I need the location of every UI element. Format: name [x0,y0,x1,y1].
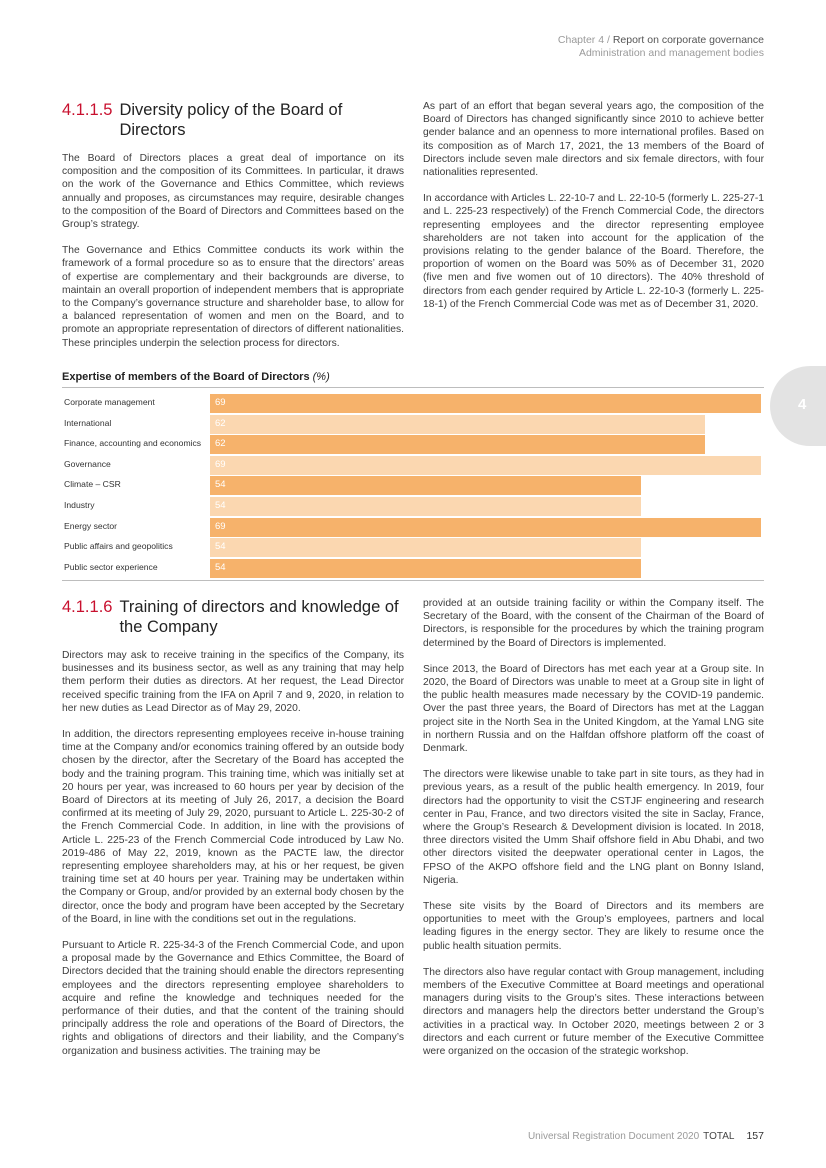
chart-value-label: 62 [215,417,226,429]
chart-category-label: Public affairs and geopolitics [64,541,173,552]
paragraph: provided at an outside training facility or within the Company itself. The Secretary of the Board, with the consent of the Chairman of the Board of Directors, is responsible for the procedures by which the training program determined by the Board of Directors is implemented. [423,598,764,649]
chart-title [62,371,330,383]
chart-bar [210,518,761,537]
chart-bottom-rule [62,580,764,581]
section-heading-training [62,597,404,637]
chart-category-label: Finance, accounting and economics [64,438,202,449]
header-chapter: Chapter 4 [557,34,605,46]
chart-row [62,537,764,557]
paragraph: In addition, the directors representing employees receive in-house training time at the Company and/or economics training offered by an outside body chosen by the director, after the Secretary of the Board has accepted the body and the training program. This training time, which was initially set at 20 hours per year, was increased to 60 hours per year by decision of the Board of Directors at its meeting of July 26, 2017, a decision the Board confirmed at its meeting of July 29, 2020, pursuant to Article L. 225-30-2 of the French Commercial Code. In addition, in line with the provisions of Article L. 225-23 of the French Commercial Code introduced by Law No. 2019-486 of May 22, 2019, known as the PACTE law, the director representing employee shareholders may, at his or her request, be given training time set at 40 hours per year. Training may be undertaken within the Company or Group, and/or provided by an external body chosen by the director, once the body and program have been accepted by the Secretary of the Board, in line with the conditions set out in the regulations. [62,729,404,925]
chart-category-label: Energy sector [64,520,118,531]
paragraph: The Governance and Ethics Committee conducts its work within the framework of a formal procedure so as to ensure that the directors’ areas of expertise are complementary and their backgrounds are diverse, to maintain an overall proportion of independent members that is appropriate to the Company’s governance structure and shareholder base, to allow for a balanced representation of women and men on the Board, and to promote an appropriate representation of directors of different nationalities. These principles underpin the selection process for directors. [62,245,404,349]
header-chapter-line [558,34,764,47]
section-number: 4.1.1.6 [62,598,113,616]
chart-value-label: 54 [215,541,226,553]
chart-top-rule [62,387,764,388]
chart-row [62,475,764,495]
chart-bar [210,394,761,413]
chart-row [62,414,764,434]
chart-row [62,517,764,537]
paragraph: These site visits by the Board of Directors and its members are opportunities to meet with the Group’s employees, partners and local leading figures in the energy sector. They are likely to resume once the public health situation permits. [423,901,764,952]
chart-row [62,558,764,578]
chart-bar [210,559,641,578]
chart-row [62,496,764,516]
paragraph: The Board of Directors places a great deal of importance on its composition and the composition of its Committees. In particular, it draws on the work of the Governance and Ethics Committee, which reviews annually and proposes, as circumstances may require, desirable changes to the composition of the Board of Directors and Committees based on the Group’s strategy. [62,153,404,231]
chart-category-label: Corporate management [64,397,155,407]
chart-value-label: 54 [215,561,226,573]
chart-value-label: 54 [215,500,226,511]
chapter-side-tab [770,366,826,446]
chart-bar [210,538,641,557]
section-diversity-right-column [423,100,764,324]
page-header [558,34,764,60]
paragraph: As part of an effort that began several years ago, the composition of the Board of Directors has changed significantly since 2010 to achieve better gender balance and an openness to more international profiles. Based on its composition as of March 17, 2021, the 13 members of the Board of Directors include seven male directors and six female directors, with four nationalities represented. [423,101,764,179]
chart-value-label: 69 [215,458,226,470]
section-diversity-left-column [62,100,404,363]
chart-unit: (%) [312,371,330,383]
section-title: Training of directors and knowledge of the Company [119,598,399,636]
chart-value-label: 54 [215,479,226,491]
chart-row [62,455,764,475]
chart-bar [210,497,641,516]
chart-bar [210,456,761,475]
chart-title-text: Expertise of members of the Board of Directors [62,371,310,383]
footer-brand: TOTAL [703,1131,735,1142]
section-title: Diversity policy of the Board of Directors [119,101,343,139]
paragraph: Directors may ask to receive training in the specifics of the Company, its businesses and its business sector, as well as any training that may help them perform their duties as directors. At her request, the Lead Director received specific training from the IFA on April 7 and 9, 2020, in relation to her new duties as Lead Director as of May 29, 2020. [62,650,404,714]
chart-category-label: International [64,417,112,428]
page-number: 157 [746,1130,764,1142]
section-number: 4.1.1.5 [62,101,113,119]
header-chapter-title: Report on corporate governance [612,34,764,46]
chart-value-label: 62 [215,438,226,450]
chart-bar [210,476,641,495]
chart-bar [210,435,705,454]
chart-row [62,434,764,454]
chart-category-label: Governance [64,458,111,469]
page-footer [528,1130,764,1142]
chart-value-label: 69 [215,397,226,408]
expertise-bar-chart [62,393,764,579]
chart-category-label: Industry [64,500,95,510]
paragraph: The directors were likewise unable to take part in site tours, as they had in previous years, as a result of the public health emergency. In 2019, four directors had the opportunity to visit the CSTJF engineering and research center in Pau, France, and two directors visited the site in Saclay, France, where the Group’s Research & Development division is located. In 2018, three directors visited the Umm Shaif offshore field in Abu Dhabi, and two other directors visited the deepwater operational center in Lagos, the FPSO of the AKPO offshore field and the LNG plant on Bonny Island, Nigeria. [423,769,764,886]
header-separator: / [604,34,613,46]
chart-row [62,393,764,413]
chart-bar [210,415,705,434]
paragraph: The directors also have regular contact with Group management, including members of the Executive Committee at Board meetings and operational managers during visits to the Group’s sites. These interactions between directors and managers help the directors better understand the Group’s activities in a practical way. In October 2020, meetings between 2 or 3 directors and each current or future member of the Executive Committee were organized on the occasion of the strategic workshop. [423,966,764,1058]
chapter-tab-number: 4 [798,396,807,413]
paragraph: Pursuant to Article R. 225-34-3 of the French Commercial Code, and upon a proposal made by the Governance and Ethics Committee, the Board of Directors decided that the training should enable the directors representing employees and the directors representing employee shareholders to acquire and refine the knowledge and techniques needed for the performance of their duties, and that the content of the training should principally address the role and operations of the Board of Directors, the rights and obligations of directors and their liability, and the Company’s organization and business activities. The training may be [62,940,404,1057]
paragraph: Since 2013, the Board of Directors has met each year at a Group site. In 2020, the Board of Directors was unable to meet at a Group site in light of the public health measures made necessary by the COVID-19 pandemic. Over the past three years, the Board of Directors has met at the Laggan project site in the North Sea in the United Kingdom, at the Yamal LNG site in northern Russia and on the Halfdan offshore platform off the coast of Denmark. [423,663,764,755]
section-training-left-column [62,597,404,1071]
header-subtitle: Administration and management bodies [578,47,764,59]
paragraph: In accordance with Articles L. 22-10-7 and L. 22-10-5 (formerly L. 225-27-1 and L. 225-23 respectively) of the French Commercial Code, the directors representing employees and the director representing employee shareholders are not taken into account for the application of the provisions relating to the gender balance of the Board. Therefore, the proportion of women on the Board was 50% as of December 31, 2020 (five men and five women out of 10 directors). The 40% threshold of directors from each gender required by Article L. 22-10-3 (formerly L. 225-18-1) of the French Commercial Code was met as of December 31, 2020. [423,193,764,310]
chart-category-label: Public sector experience [64,561,158,572]
section-training-right-column [423,597,764,1071]
footer-document: Universal Registration Document 2020 [527,1131,700,1142]
chart-category-label: Climate – CSR [64,479,121,490]
section-heading-diversity [62,100,404,140]
chart-value-label: 69 [215,520,226,532]
